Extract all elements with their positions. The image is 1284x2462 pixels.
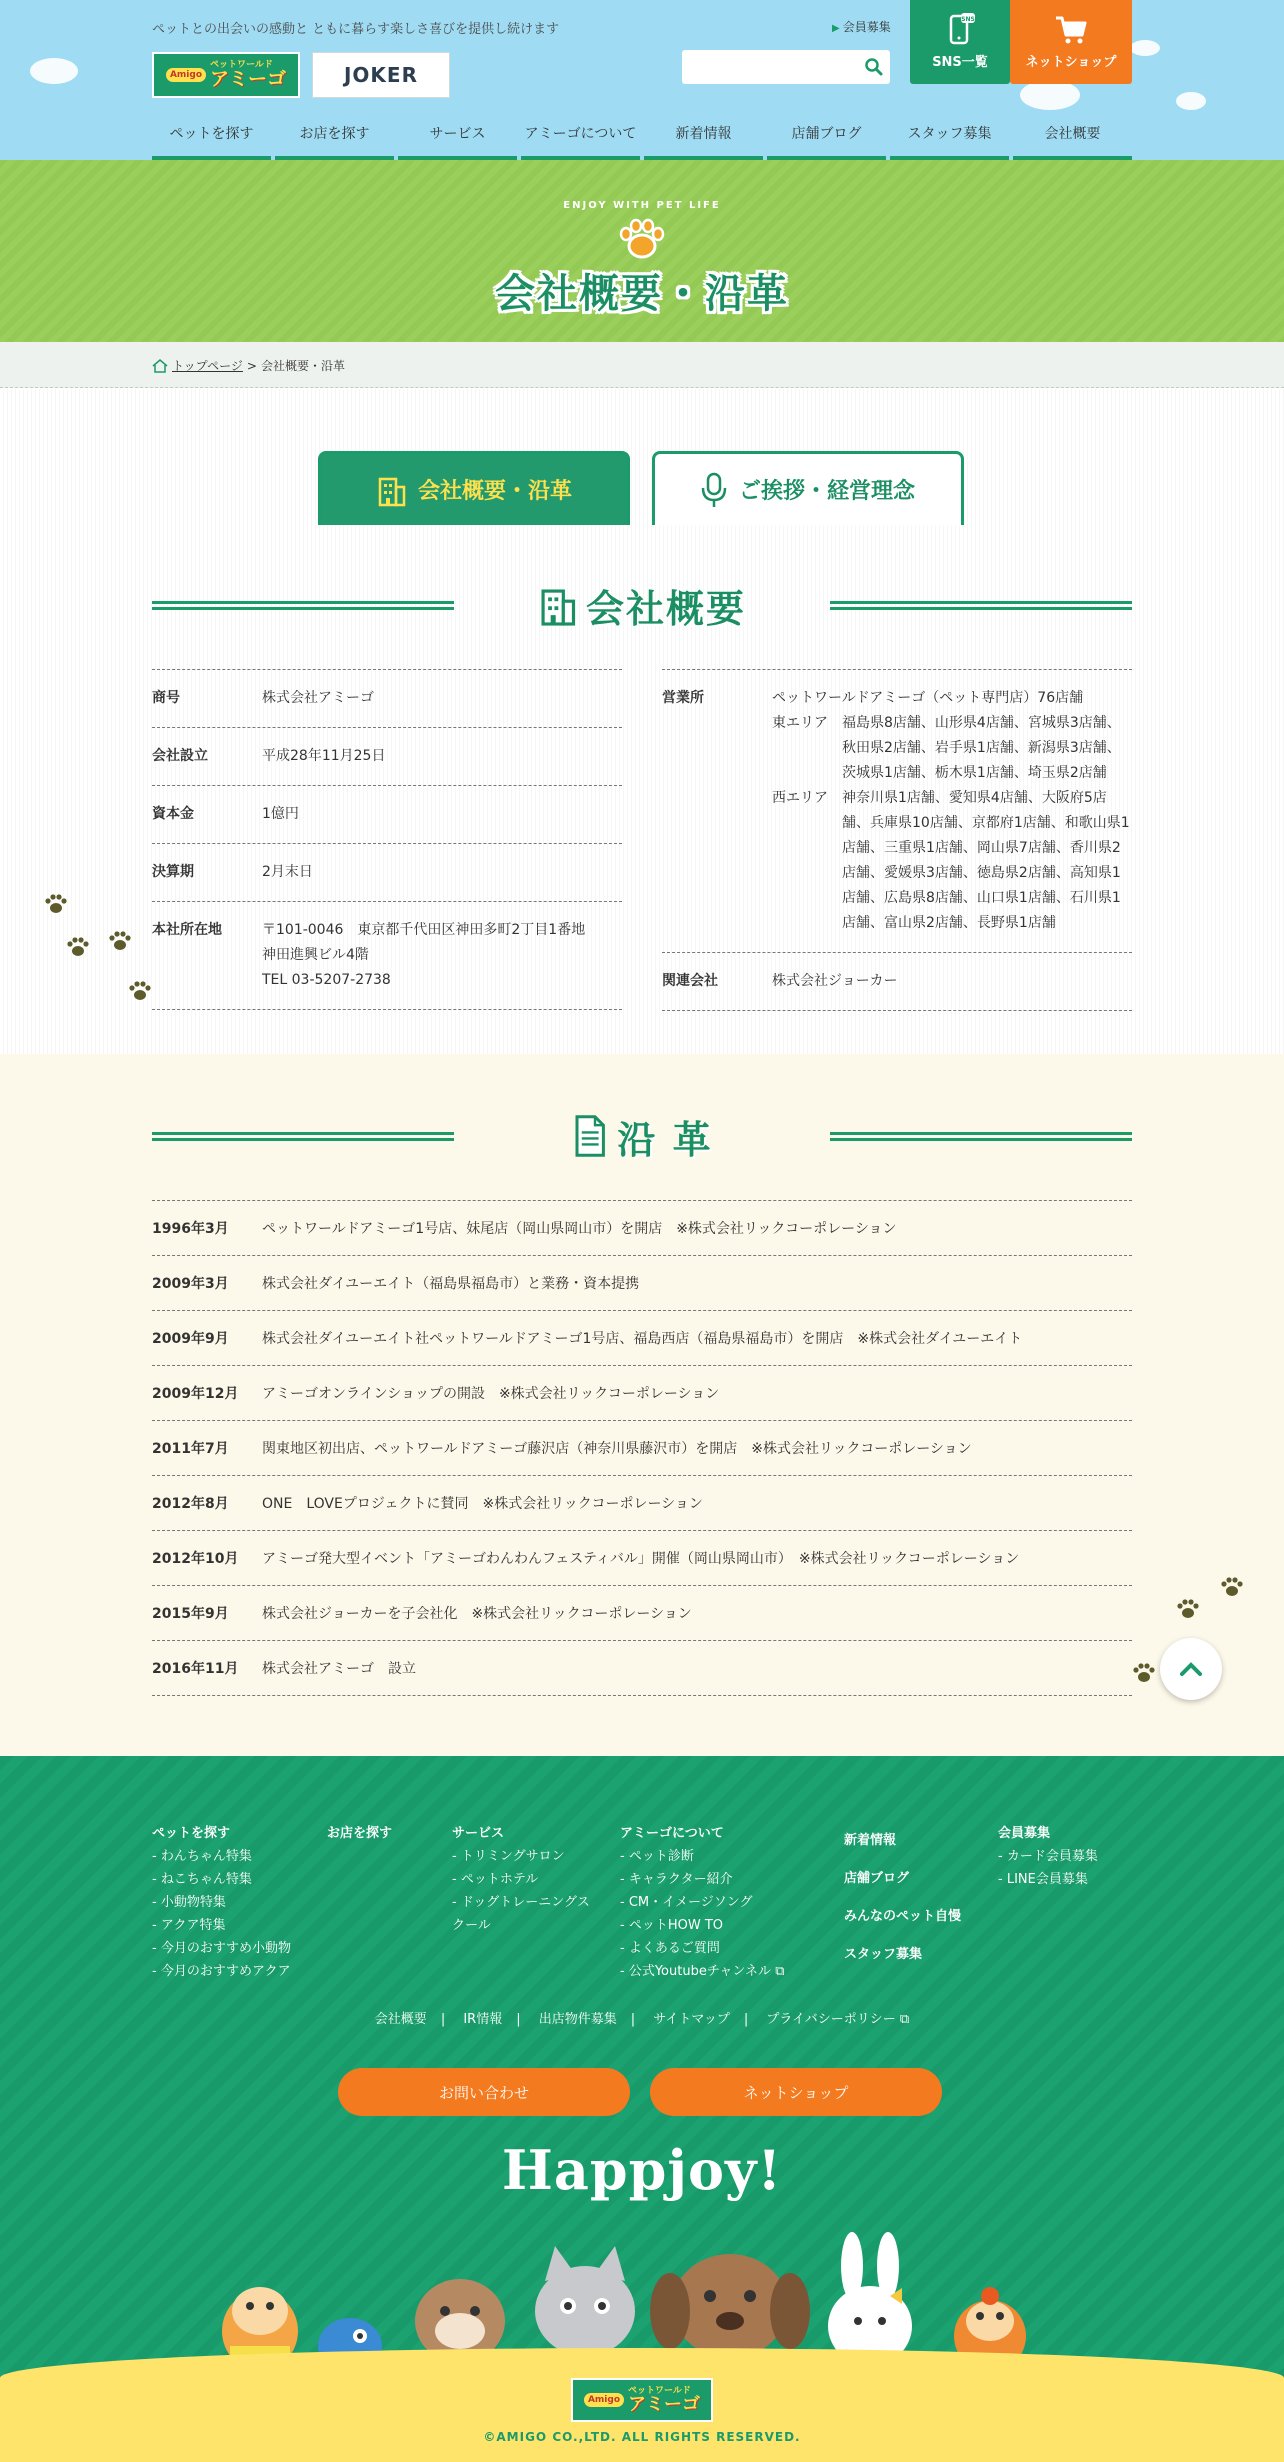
- sns-icon-text: SNS: [961, 16, 975, 23]
- external-link-icon: ⧉: [899, 2012, 910, 2027]
- footer-col-member: [998, 1822, 1098, 1891]
- area-label: 東エリア: [772, 715, 828, 731]
- footer-col-misc: [844, 1822, 961, 1974]
- footer-net-shop-button[interactable]: ネットショップ: [650, 2068, 942, 2116]
- footer-heading-link[interactable]: アミーゴについて: [620, 1826, 724, 1841]
- history-heading-block: [152, 1106, 1132, 1166]
- history-heading-label: 沿 革: [617, 1117, 713, 1162]
- west-area: [772, 786, 1132, 936]
- address-line: 神田進興ビル4階: [262, 947, 369, 963]
- history-row: [152, 1201, 1132, 1256]
- history-heading: [571, 1109, 712, 1164]
- page-tabs: [318, 451, 964, 525]
- info-label: 資本金: [152, 806, 194, 822]
- offices-intro: ペットワールドアミーゴ（ペット専門店）76店舗: [772, 690, 1084, 706]
- home-icon: [152, 359, 168, 373]
- breadcrumb-home-link[interactable]: トップページ: [172, 359, 243, 373]
- footer-sub-links: [0, 2008, 1284, 2027]
- footer-heading-link[interactable]: 店舗ブログ: [844, 1871, 910, 1886]
- footer-heading-link[interactable]: ペットを探す: [152, 1826, 231, 1841]
- paw-print-icon: [128, 980, 152, 1002]
- logo-big-text: アミーゴ: [210, 68, 287, 90]
- history-year: 2015年9月: [152, 1606, 229, 1622]
- footer-link-sitemap[interactable]: サイトマップ: [653, 2012, 730, 2027]
- link-separator: |: [743, 2012, 749, 2027]
- footer-link-youtube[interactable]: [620, 1960, 784, 1983]
- history-row: [152, 1256, 1132, 1311]
- phone-number: TEL 03-5207-2738: [262, 972, 391, 988]
- info-row: [152, 844, 622, 902]
- history-section: [0, 1054, 1284, 1756]
- net-shop-label: ネットショップ: [1025, 55, 1117, 70]
- site-tagline: ペットとの出会いの感動と ともに暮らす楽しさ喜びを提供し続けます: [152, 22, 560, 37]
- nav-about[interactable]: アミーゴについて: [521, 116, 640, 160]
- page-title: 会社概要・沿革: [495, 271, 789, 317]
- history-text: ペットワールドアミーゴ1号店、妹尾店（岡山県岡山市）を開店 ※株式会社リックコーポレーション: [262, 1221, 897, 1237]
- history-text: アミーゴ発大型イベント「アミーゴわんわんフェスティバル」開催（岡山県岡山市） ※株式会社リックコーポレーション: [262, 1551, 1020, 1567]
- footer-link[interactable]: - 今月のおすすめ小動物: [152, 1937, 291, 1960]
- info-value: 1億円: [262, 806, 299, 822]
- history-year: 2009年12月: [152, 1386, 239, 1402]
- net-shop-button[interactable]: [1010, 0, 1132, 84]
- amigo-logo[interactable]: [152, 52, 300, 98]
- footer-link[interactable]: - 小動物特集: [152, 1891, 291, 1914]
- company-section: [0, 389, 1284, 1054]
- history-row: [152, 1366, 1132, 1421]
- company-info-right: [662, 669, 1132, 1011]
- logo-badge: Amigo: [584, 2393, 624, 2407]
- footer-heading-link[interactable]: 会員募集: [998, 1826, 1051, 1841]
- tab-company-history[interactable]: [318, 451, 630, 525]
- history-list: [152, 1200, 1132, 1696]
- heading-rule: [830, 1132, 1132, 1141]
- history-year: 2009年9月: [152, 1331, 229, 1347]
- history-row: [152, 1311, 1132, 1366]
- sns-list-label: SNS一覧: [932, 55, 988, 70]
- member-recruit-label: 会員募集: [842, 20, 891, 34]
- history-year: 2009年3月: [152, 1276, 229, 1292]
- paw-icon: [618, 218, 666, 260]
- document-icon: [571, 1114, 607, 1158]
- triangle-right-icon: ▶: [832, 23, 840, 34]
- info-row: [152, 728, 622, 786]
- history-year: 1996年3月: [152, 1221, 229, 1237]
- cloud-decoration: [30, 58, 78, 84]
- heading-rule: [152, 1132, 454, 1141]
- external-link-icon: ⧉: [775, 1964, 785, 1979]
- address-line: 〒101-0046 東京都千代田区神田多町2丁目1番地: [262, 922, 586, 938]
- global-nav: [152, 116, 1132, 160]
- site-footer: [0, 1756, 1284, 2462]
- history-text: 株式会社ダイユーエイト（福島県福島市）と業務・資本提携: [262, 1276, 640, 1292]
- paw-print-icon: [1176, 1598, 1200, 1620]
- nav-recruit[interactable]: スタッフ募集: [890, 116, 1009, 160]
- footer-link-property[interactable]: 出店物件募集: [538, 2012, 617, 2027]
- link-separator: |: [516, 2012, 521, 2027]
- company-info-left: [152, 669, 622, 1010]
- nav-services[interactable]: サービス: [398, 116, 517, 160]
- footer-link[interactable]: - CM・イメージソング: [620, 1891, 784, 1914]
- cloud-decoration: [1020, 80, 1080, 110]
- search-box: [682, 50, 890, 84]
- nav-find-store[interactable]: お店を探す: [275, 116, 394, 160]
- building-icon: [538, 583, 576, 627]
- copyright: ©AMIGO CO.,LTD. ALL RIGHTS RESERVED.: [483, 2430, 801, 2444]
- company-heading-block: [152, 575, 1132, 635]
- history-row: [152, 1586, 1132, 1641]
- company-heading: [538, 578, 746, 633]
- footer-col-about: [620, 1822, 784, 1983]
- history-text: 株式会社ジョーカーを子会社化 ※株式会社リックコーポレーション: [262, 1606, 692, 1622]
- history-row: [152, 1476, 1132, 1531]
- joker-logo-link[interactable]: JOKER: [312, 52, 450, 98]
- history-year: 2016年11月: [152, 1661, 239, 1677]
- tab-company-history-label: 会社概要・沿革: [417, 479, 572, 504]
- area-stores: 福島県8店舗、山形県4店舗、宮城県3店舗、秋田県2店舗、岩手県1店舗、新潟県3店舗、茨城県1店舗、栃木県1店舗、埼玉県2店舗: [842, 715, 1121, 781]
- history-year: 2011年7月: [152, 1441, 229, 1457]
- footer-link-privacy[interactable]: プライバシーポリシー: [766, 2012, 896, 2027]
- page-top-button[interactable]: [1160, 1638, 1222, 1700]
- history-row: [152, 1421, 1132, 1476]
- footer-link[interactable]: - LINE会員募集: [998, 1868, 1098, 1891]
- paw-print-icon: [108, 930, 132, 952]
- footer-heading-link[interactable]: みんなのペット自慢: [844, 1909, 962, 1924]
- tab-greeting-philosophy-label: ご挨拶・経営理念: [738, 479, 915, 504]
- history-text: ONE LOVEプロジェクトに賛同 ※株式会社リックコーポレーション: [262, 1496, 703, 1512]
- offices-value: [772, 686, 1132, 936]
- logo-big-text: アミーゴ: [628, 2393, 701, 2415]
- shopping-cart-icon: [1054, 15, 1088, 45]
- footer-buttons: [338, 2068, 942, 2116]
- cloud-decoration: [1176, 92, 1206, 110]
- nav-store-blog[interactable]: 店舗ブログ: [767, 116, 886, 160]
- footer-link[interactable]: - 今月のおすすめアクア: [152, 1960, 291, 1983]
- footer-link[interactable]: - よくあるご質問: [620, 1937, 784, 1960]
- smartphone-icon: [945, 13, 975, 45]
- building-icon: [376, 473, 406, 507]
- info-row-related: [662, 953, 1132, 1011]
- info-value: 株式会社アミーゴ: [262, 690, 374, 706]
- happjoy-slogan: Happjoy!: [501, 2138, 783, 2202]
- footer-link-company[interactable]: 会社概要: [374, 2012, 427, 2027]
- footer-link[interactable]: - ねこちゃん特集: [152, 1868, 291, 1891]
- footer-link[interactable]: - わんちゃん特集: [152, 1845, 291, 1868]
- nav-company[interactable]: 会社概要: [1013, 116, 1132, 160]
- footer-heading-link[interactable]: スタッフ募集: [844, 1947, 923, 1962]
- heading-rule: [152, 601, 454, 610]
- chevron-up-icon: [1180, 1662, 1202, 1676]
- logo-badge: Amigo: [166, 68, 206, 82]
- history-text: 株式会社アミーゴ 設立: [262, 1661, 416, 1677]
- search-icon[interactable]: [864, 57, 884, 77]
- footer-heading-link[interactable]: 新着情報: [844, 1833, 897, 1848]
- company-heading-label: 会社概要: [585, 586, 746, 631]
- history-text: 株式会社ダイユーエイト社ペットワールドアミーゴ1号店、福島西店（福島県福島市）を開店 ※株式会社ダイユーエイト: [262, 1331, 1023, 1347]
- nav-news[interactable]: 新着情報: [644, 116, 763, 160]
- history-year: 2012年8月: [152, 1496, 229, 1512]
- history-row: [152, 1641, 1132, 1696]
- footer-link-continued[interactable]: クール: [452, 1918, 491, 1933]
- footer-amigo-logo[interactable]: [571, 2378, 713, 2422]
- info-row: [152, 786, 622, 844]
- footer-link[interactable]: - トリミングサロン: [452, 1845, 590, 1868]
- history-row: [152, 1531, 1132, 1586]
- logo-small-text: ペットワールド: [210, 60, 273, 70]
- paw-print-icon: [66, 936, 90, 958]
- breadcrumb-separator: >: [246, 358, 257, 373]
- info-label: 営業所: [662, 690, 704, 706]
- address-value: [262, 918, 622, 993]
- breadcrumb: [0, 342, 1284, 388]
- area-stores: 神奈川県1店舗、愛知県4店舗、大阪府5店舗、兵庫県10店舗、京都府1店舗、和歌山県1店舗、三重県1店舗、岡山県7店舗、香川県2店舗、愛媛県3店舗、徳島県2店舗、高知県1店舗、広島県8店舗、山口県1店舗、石川県1店舗、富山県2店舗、長野県1店舗: [842, 790, 1130, 931]
- info-row-offices: [662, 670, 1132, 953]
- footer-link[interactable]: - ペットHOW TO: [620, 1914, 784, 1937]
- banner-enjoy-text: ENJOY WITH PET LIFE: [563, 200, 721, 211]
- member-recruit-link[interactable]: [832, 18, 891, 35]
- footer-heading-link[interactable]: お店を探す: [327, 1826, 393, 1841]
- contact-button[interactable]: お問い合わせ: [338, 2068, 630, 2116]
- footer-link[interactable]: - ペット診断: [620, 1845, 784, 1868]
- paw-print-icon: [1220, 1576, 1244, 1598]
- history-text: 関東地区初出店、ペットワールドアミーゴ藤沢店（神奈川県藤沢市）を開店 ※株式会社リックコーポレーション: [262, 1441, 972, 1457]
- link-separator: |: [630, 2012, 636, 2027]
- footer-link[interactable]: - アクア特集: [152, 1914, 291, 1937]
- history-year: 2012年10月: [152, 1551, 239, 1567]
- footer-link[interactable]: - キャラクター紹介: [620, 1868, 784, 1891]
- heading-rule: [830, 601, 1132, 610]
- info-value: 株式会社ジョーカー: [772, 973, 898, 989]
- nav-find-pet[interactable]: ペットを探す: [152, 116, 271, 160]
- history-text: アミーゴオンラインショップの開設 ※株式会社リックコーポレーション: [262, 1386, 720, 1402]
- footer-col-services: [452, 1822, 590, 1937]
- footer-link[interactable]: - ペットホテル: [452, 1868, 590, 1891]
- paw-print-icon: [1132, 1662, 1156, 1684]
- info-value: 2月末日: [262, 864, 313, 880]
- info-row-address: [152, 902, 622, 1010]
- logo-small-text: ペットワールド: [628, 2385, 691, 2396]
- page-banner: [0, 160, 1284, 342]
- microphone-icon: [701, 472, 727, 508]
- info-label: 商号: [152, 690, 180, 706]
- footer-link[interactable]: - ドッグトレーニングス: [452, 1891, 590, 1914]
- search-input[interactable]: [682, 50, 850, 84]
- info-value: 平成28年11月25日: [262, 748, 386, 764]
- footer-link-label: 公式Youtubeチャンネル: [628, 1964, 772, 1979]
- site-header: [0, 0, 1284, 160]
- info-row: [152, 670, 622, 728]
- info-label: 関連会社: [662, 973, 718, 989]
- footer-link-ir[interactable]: IR情報: [463, 2012, 503, 2027]
- paw-print-icon: [44, 893, 68, 915]
- footer-col-find-pet: [152, 1822, 291, 1983]
- tab-greeting-philosophy[interactable]: [652, 451, 964, 525]
- footer-heading-link[interactable]: サービス: [452, 1826, 505, 1841]
- breadcrumb-current: 会社概要・沿革: [260, 359, 345, 373]
- link-separator: |: [440, 2012, 446, 2027]
- info-label: 本社所在地: [152, 922, 222, 938]
- sns-list-button[interactable]: [910, 0, 1010, 84]
- east-area: [772, 711, 1132, 786]
- cloud-decoration: [1130, 40, 1160, 56]
- footer-link[interactable]: - カード会員募集: [998, 1845, 1098, 1868]
- info-label: 会社設立: [152, 748, 208, 764]
- footer-col-find-store: [327, 1822, 392, 1845]
- info-label: 決算期: [152, 864, 194, 880]
- area-label: 西エリア: [772, 790, 828, 806]
